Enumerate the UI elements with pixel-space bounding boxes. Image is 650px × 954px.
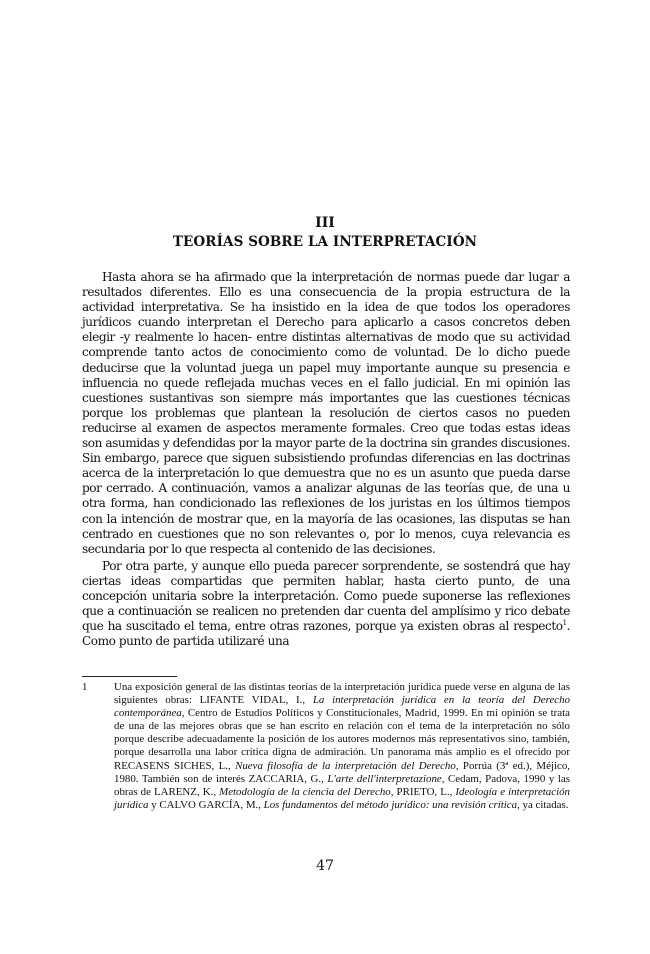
footnote-divider [82, 676, 177, 677]
page-number: 47 [316, 858, 334, 874]
footnote-segment: Una exposición general de las distintas teorías de la interpretación jurídica puede verse en alguna de las siguientes obras: LIFANTE VIDAL, I., [114, 681, 570, 707]
paragraph-1: Hasta ahora se ha afirmado que la interpretación de normas puede dar lugar a resultados diferentes. Ello es una consecuencia de la propia estructura de la actividad interpretativa. Se ha insistido en la idea de que todos los operadores jurídicos cuando interpretan el Derecho para aplicarlo a casos concretos deben elegir -y realmente lo hacen- entre distintas alternativas de modo que su actividad comprende tanto actos de conocimiento como de voluntad. De lo dicho puede deducirse que la voluntad juega un papel muy importante aunque su presencia e influencia no quede reflejada muchas veces en el fallo judicial. En mi opinión las cuestiones sustantivas son siempre más importantes que las cuestiones técnicas porque los problemas que plantean la resolución de ciertos casos no pueden reducirse al examen de aspectos meramente formales. Creo que todas estas ideas son asumidas y defendidas por la mayor parte de la doctrina sin grandes discusiones. Sin embargo, parece que siguen subsistiendo profundas diferencias en las doctrinas acerca de la interpretación lo que demuestra que no es un asunto que pueda darse por cerrado. A continuación, vamos a analizar algunas de las teorías que, de una u otra forma, han condicionado las reflexiones de los juristas en los últimos tiempos con la intención de mostrar que, en la mayoría de las ocasiones, las disputas se han centrado en cuestiones que no son relevantes o, por lo menos, cuya relevancia es secundaria por lo que respecta al contenido de las decisiones. [82, 270, 570, 556]
footnote-segment: , Porrúa (3ª ed.), Méjico, 1980. También son de interés ZACCARIA, G., [114, 759, 570, 785]
footnote-number: 1 [82, 681, 88, 693]
paragraph-2 [82, 559, 570, 650]
body-text [82, 270, 570, 651]
footnote-work-title: Metodología de la ciencia del Derecho [219, 785, 391, 798]
footnote-segment: , Centro de Estudios Políticos y Constitucionales, Madrid, 1999. En mi opinión se trata de una de las mejores obras que se han escrito en relación con el tema de la interpretación no sólo porque describe adecuadamente la posición de los autores modernos más representativos sino, también, porque desarrolla una labor crítica digna de admiración. Un panorama más amplio es el ofrecido por RECASENS SICHES, L., [114, 707, 570, 772]
footnote-segment: , Cedam, Padova, 1990 y las obras de LARENZ, K., [114, 772, 571, 798]
footnote [82, 681, 570, 812]
footnote-work-title: L'arte dell'interpretazione [327, 772, 442, 785]
footnote-segment: y CALVO GARCÍA, M., [148, 798, 264, 811]
footnote-text [114, 681, 570, 812]
footnote-segment: , ya citadas. [517, 798, 569, 811]
footnote-work-title: Los fundamentos del método jurídico: una revisión crítica [263, 798, 518, 811]
footnote-work-title: Ideología e interpretación jurídica [114, 785, 571, 811]
footnote-work-title: La interpretación jurídica en la teoría del Derecho contemporánea [114, 694, 571, 720]
footnote-work-title: Nueva filosofía de la interpretación del Derecho [235, 759, 456, 772]
paragraph-2-text-b: . Como punto de partida utilizaré una [82, 619, 570, 649]
chapter-number: III [315, 215, 335, 231]
footnote-segment: , PRIETO, L., [390, 785, 456, 798]
chapter-title: TEORÍAS SOBRE LA INTERPRETACIÓN [172, 234, 478, 250]
footnote-reference: 1 [562, 619, 567, 628]
paragraph-2-text-a: Por otra parte, y aunque ello pueda parecer sorprendente, se sostendrá que hay ciertas ideas compartidas que permiten hablar, hasta cierto punto, de una concepción unitaria sobre la interpretación. Como puede suponerse las reflexiones que a continuación se realicen no pretenden dar cuenta del amplísimo y rico debate que ha suscitado el tema, entre otras razones, porque ya existen obras al respecto [82, 558, 570, 634]
